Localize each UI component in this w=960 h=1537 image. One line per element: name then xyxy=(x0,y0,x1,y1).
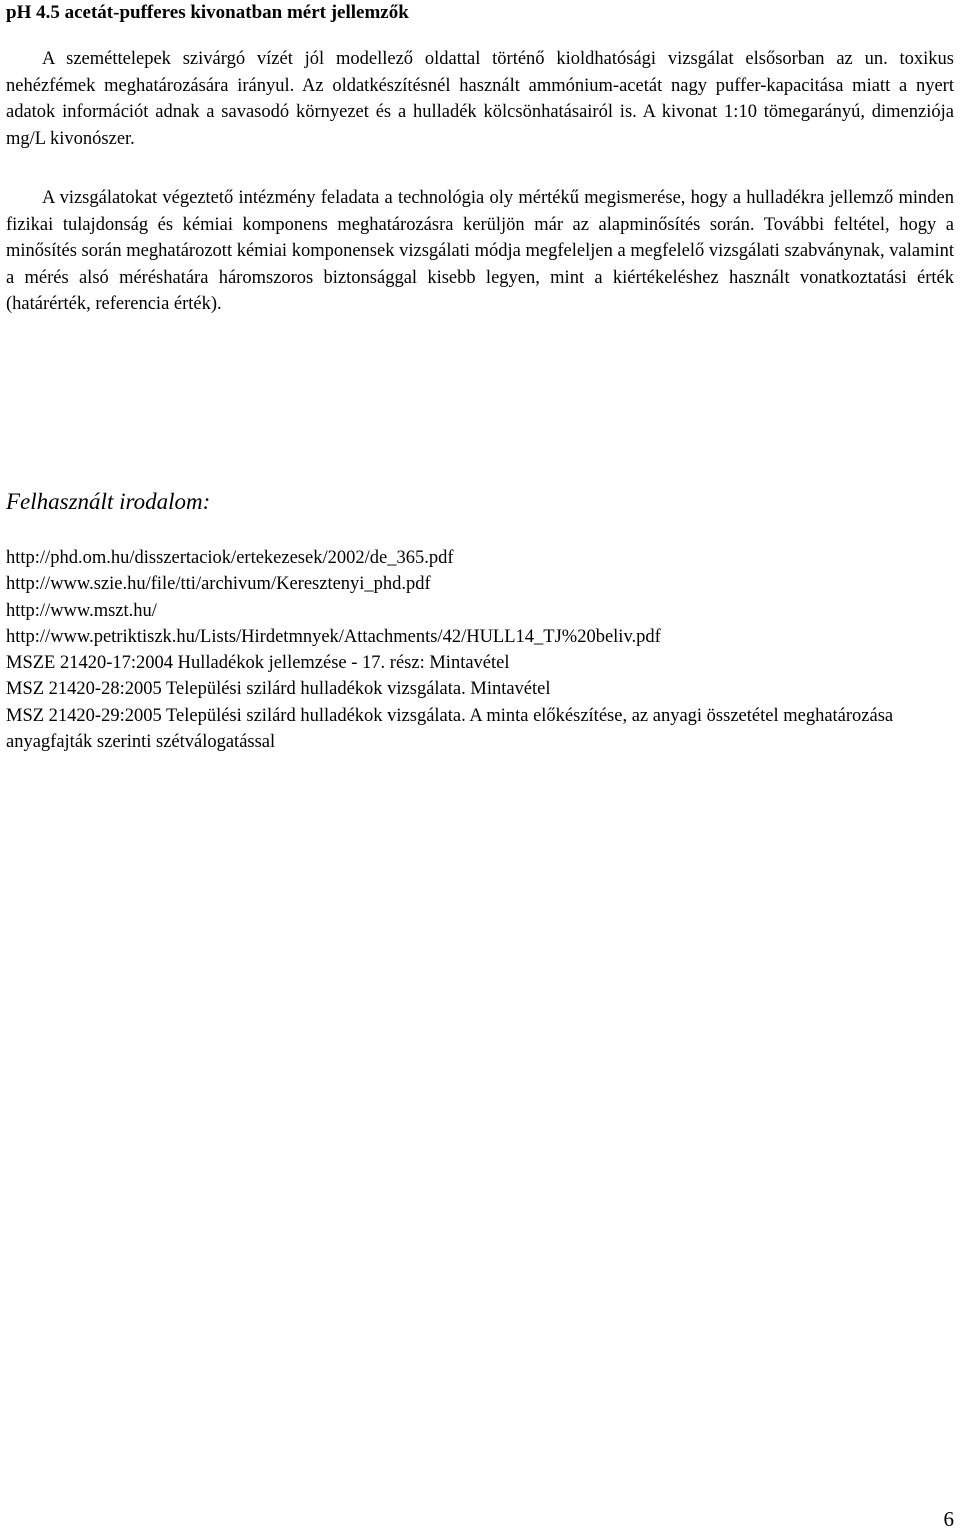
reference-item: MSZ 21420-28:2005 Települési szilárd hulladékok vizsgálata. Mintavétel xyxy=(6,679,551,700)
page-number: 6 xyxy=(943,1507,954,1531)
paragraph-leaching-test: A szeméttelepek szivárgó vízét jól modellező oldattal történő kioldhatósági vizsgálat elsősorban az un. toxikus nehézfémek meghatározására irányul. Az oldatkészítésnél használt ammónium-acetát nagy puffer-kapacitása miatt a nyert adatok információt adnak a savasodó környezet és a hulladék kölcsönhatásairól is. A kivonat 1:10 tömegarányú, dimenziója mg/L kivonószer. xyxy=(6,49,954,149)
reference-item: MSZ 21420-29:2005 Települési szilárd hulladékok vizsgálata. A minta előkészítése, az anyagi összetétel meghatározása anyagfajták szerinti szétválogatással xyxy=(6,705,894,753)
reference-item: http://phd.om.hu/disszertaciok/ertekezesek/2002/de_365.pdf xyxy=(6,548,454,568)
reference-item: MSZE 21420-17:2004 Hulladékok jellemzése - 17. rész: Mintavétel xyxy=(6,653,510,674)
references-list xyxy=(6,545,954,755)
references-heading: Felhasznált irodalom: xyxy=(6,489,211,514)
paragraph-institution-duty: A vizsgálatokat végeztető intézmény feladata a technológia oly mértékű megismerése, hogy a hulladékra jellemző minden fizikai tulajdonság és kémiai komponens meghatározásra kerüljön már az alapminősítés során. További feltétel, hogy a minősítés során meghatározott kémiai komponensek vizsgálati módja megfeleljen a megfelelő vizsgálati szabványnak, valamint a mérés alsó méréshatára háromszoros biztonsággal kisebb legyen, mint a kiértékeléshez használt vonatkoztatási érték (határérték, referencia érték). xyxy=(6,188,954,314)
reference-item: http://www.szie.hu/file/tti/archivum/Keresztenyi_phd.pdf xyxy=(6,574,431,595)
section-heading: pH 4.5 acetát-pufferes kivonatban mért jellemzők xyxy=(6,2,409,23)
reference-item: http://www.mszt.hu/ xyxy=(6,600,157,621)
reference-item: http://www.petriktiszk.hu/Lists/Hirdetmnyek/Attachments/42/HULL14_TJ%20beliv.pdf xyxy=(6,626,661,647)
